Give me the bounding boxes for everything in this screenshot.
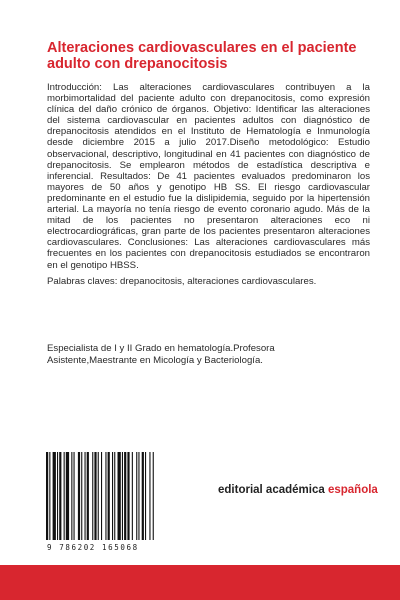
- barcode-bars: [34, 430, 182, 542]
- barcode-bar: [71, 452, 72, 540]
- barcode-bar: [138, 452, 139, 540]
- barcode-bar: [114, 452, 115, 540]
- author-bio: Especialista de I y II Grado en hematología.Profesora Asistente,Maestrante en Micología y Bacteriología.: [47, 343, 275, 366]
- barcode-bar: [108, 452, 110, 540]
- barcode-bar: [46, 452, 48, 540]
- barcode-bar: [136, 452, 137, 540]
- bottom-color-bar: [0, 565, 400, 600]
- barcode-bar: [153, 452, 154, 540]
- barcode-bar: [112, 452, 113, 540]
- barcode-bar: [57, 452, 58, 540]
- barcode-bar: [101, 452, 102, 540]
- isbn-number: 9 786202 165068: [47, 543, 139, 552]
- barcode-bar: [74, 452, 75, 540]
- barcode-bar: [59, 452, 61, 540]
- barcode-bar: [145, 452, 146, 540]
- barcode-bar: [81, 452, 82, 540]
- barcode-bar: [53, 452, 56, 540]
- isbn-barcode: [34, 430, 182, 555]
- barcode-bar: [98, 452, 99, 540]
- barcode-bar: [78, 452, 80, 540]
- barcode-bar: [64, 452, 65, 540]
- barcode-bar: [94, 452, 96, 540]
- barcode-bar: [87, 452, 89, 540]
- barcode-bar: [122, 452, 123, 540]
- barcode-bar: [132, 452, 133, 540]
- barcode-bar: [66, 452, 69, 540]
- barcode-bar: [127, 452, 129, 540]
- publisher-name-accent: española: [327, 484, 378, 496]
- barcode-bar: [105, 452, 106, 540]
- barcode-bar: [85, 452, 86, 540]
- barcode-bar: [118, 452, 121, 540]
- barcode-bar: [142, 452, 144, 540]
- barcode-bar: [92, 452, 93, 540]
- barcode-bar: [124, 452, 126, 540]
- abstract-text: Introducción: Las alteraciones cardiovasculares contribuyen a la morbimortalidad del paciente adulto con drepanocitosis, como expresión clínica del daño crónico de órganos. Objetivo: Identificar las alteraciones del sistema cardiovascular en pacientes adultos con diagnóstico de drepanocitosis atendidos en el Instituto de Hematología e Inmunología desde diciembre 2015 a julio 2017.Diseño metodológico: Estudio observacional, descriptivo, longitudinal en 41 pacientes con diagnóstico de drepanocitosis. Se emplearon métodos de estadística descriptiva e inferencial. Resultados: De 41 pacientes evaluados predominaron los mayores de 50 años y genotipo HB SS. El riesgo cardiovascular predominante en el estudio fue la dislipidemia, seguido por la hipertensión arterial. La mayoría no tenía riesgo de evento coronario agudo. Más de la mitad de los pacientes no presentaron alteraciones eco ni electrocardiográficas, gran parte de los pacientes presentaron alteraciones cardiovasculares. Conclusiones: Las alteraciones cardiovasculares más frecuentes en los pacientes con drepanocitosis estudiados se encontraron en el genotipo HBSS.: [47, 82, 370, 271]
- barcode-bar: [149, 452, 150, 540]
- publisher-name: editorial académica: [218, 484, 325, 496]
- barcode-bar: [49, 452, 50, 540]
- book-title: Alteraciones cardiovasculares en el paciente adulto con drepanocitosis: [47, 40, 357, 72]
- keywords-text: Palabras claves: drepanocitosis, alteraciones cardiovasculares.: [47, 276, 317, 287]
- publisher-logo: [218, 484, 378, 496]
